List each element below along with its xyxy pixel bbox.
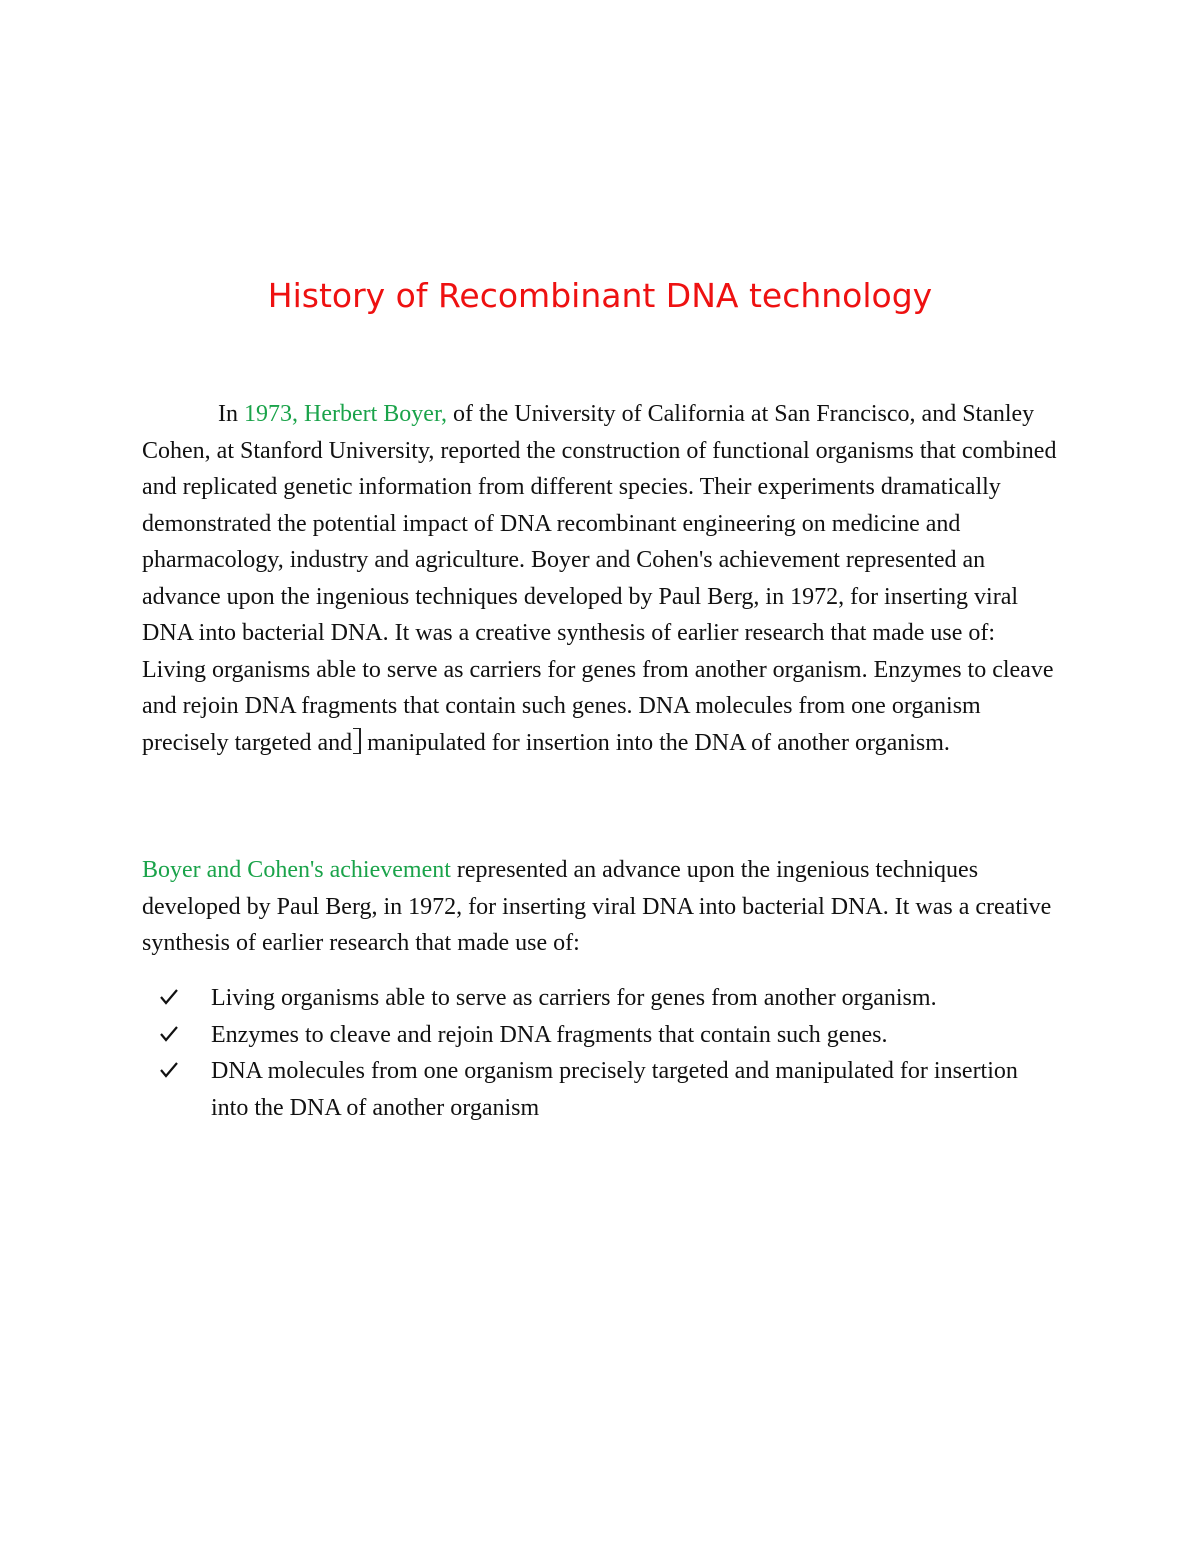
list-item-text: DNA molecules from one organism precisely targeted and manipulated for insertion into the DNA of another organism (211, 1058, 1018, 1121)
check-icon (160, 980, 182, 1016)
list-item (160, 1017, 1060, 1054)
checklist (160, 980, 1060, 1126)
paragraph-lead: In (218, 401, 244, 427)
list-item-text: Enzymes to cleave and rejoin DNA fragments that contain such genes. (211, 1021, 888, 1048)
check-icon (160, 1017, 182, 1053)
paragraph-body-end: manipulated for insertion into the DNA of another organism. (367, 729, 950, 756)
document-title: History of Recombinant DNA technology (267, 276, 933, 315)
highlight-date-name: 1973, Herbert Boyer, (244, 401, 447, 427)
check-icon (160, 1053, 182, 1089)
paragraph-body: of the University of California at San Francisco, and Stanley Cohen, at Stanford University, reported the construction of functional organisms that combined and replicated genetic information from different species. Their experiments dramatically demonstrated the potential impact of DNA recombinant engineering on medicine and pharmacology, industry and agriculture. Boyer and Cohen's achievement represented an advance upon the ingenious techniques developed by Paul Berg, in 1972, for inserting viral DNA into bacterial DNA. It was a creative synthesis of earlier research that made use of: Living organisms able to serve as carriers for genes from another organism. Enzymes to cleave and rejoin DNA fragments that contain such genes. DNA molecules from one organism precisely targeted and (142, 401, 1057, 756)
text-cursor-mark (353, 728, 361, 754)
list-item (160, 1053, 1060, 1126)
paragraph-achievement-body: represented an advance upon the ingenious techniques developed by Paul Berg, in 1972, for inserting viral DNA into bacterial DNA. It was a creative synthesis of earlier research that made use of: (142, 857, 1052, 956)
list-item (160, 980, 1060, 1017)
list-item-text: Living organisms able to serve as carriers for genes from another organism. (211, 985, 937, 1011)
highlight-achievement: Boyer and Cohen's achievement (142, 857, 451, 883)
paragraph-achievement (142, 852, 1062, 962)
paragraph-history (142, 396, 1062, 761)
